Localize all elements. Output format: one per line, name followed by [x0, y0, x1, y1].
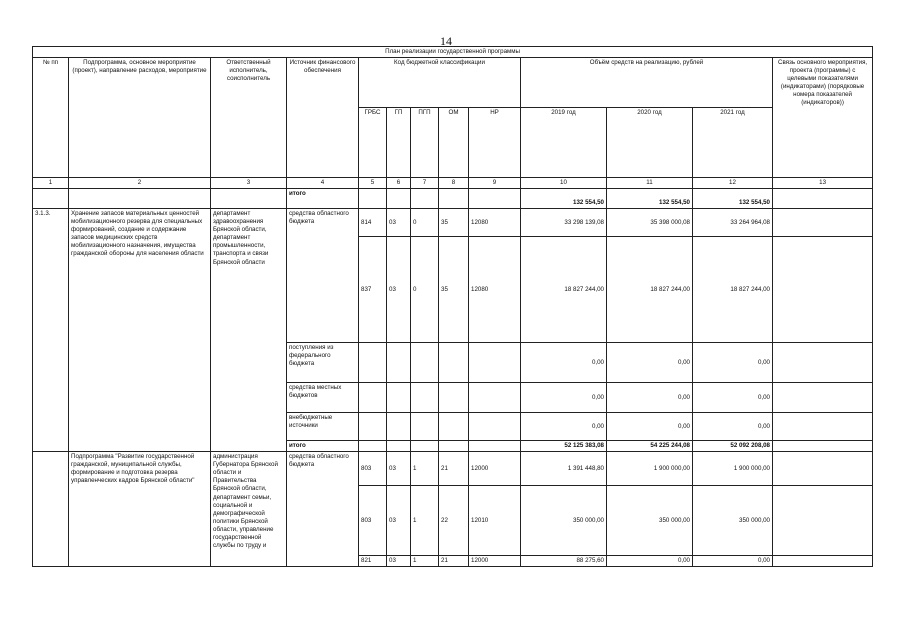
- table-title: План реализации государственной программы: [33, 47, 873, 58]
- col-number: 4: [287, 178, 359, 189]
- om-cell: 35: [439, 209, 469, 237]
- total-2019: 52 125 383,08: [521, 441, 607, 452]
- total-label: итого: [287, 189, 359, 209]
- header-subprogram: Подпрограмма, основное мероприятие (проект), направление расходов, мероприятие: [69, 58, 211, 178]
- gp-cell: 03: [387, 209, 411, 237]
- item-name: Хранение запасов материальных ценностей мобилизационного резерва для специальных формирований, создание и содержание запасов медицинских средств мобилизационного назначения, имущества гражданской обороны для населения области: [69, 209, 211, 452]
- header-source: Источник финансового обеспечения: [287, 58, 359, 178]
- grbs-cell: 837: [359, 237, 387, 343]
- value-2019: 0,00: [521, 343, 607, 383]
- om-cell: 35: [439, 237, 469, 343]
- value-2020: 0,00: [607, 556, 693, 567]
- source-regional: средства областного бюджета: [287, 452, 359, 567]
- col-number: 13: [773, 178, 873, 189]
- value-2019: 0,00: [521, 383, 607, 413]
- header-2020: 2020 год: [607, 108, 693, 178]
- grbs-cell: 821: [359, 556, 387, 567]
- header-2021: 2021 год: [693, 108, 773, 178]
- value-2020: 0,00: [607, 343, 693, 383]
- nr-cell: 12010: [469, 486, 521, 556]
- col-number: 11: [607, 178, 693, 189]
- header-2019: 2019 год: [521, 108, 607, 178]
- col-number: 2: [69, 178, 211, 189]
- value-2020: 350 000,00: [607, 486, 693, 556]
- col-number: 9: [469, 178, 521, 189]
- source-local: средства местных бюджетов: [287, 383, 359, 413]
- header-nr: НР: [469, 108, 521, 178]
- total-2019: 132 554,50: [521, 189, 607, 209]
- col-number: 5: [359, 178, 387, 189]
- col-number: 7: [411, 178, 439, 189]
- header-executor: Ответственный исполнитель, соисполнитель: [211, 58, 287, 178]
- gp-cell: 03: [387, 486, 411, 556]
- pgp-cell: 1: [411, 486, 439, 556]
- value-2020: 0,00: [607, 413, 693, 441]
- value-2021: 0,00: [693, 343, 773, 383]
- value-2020: 35 398 000,08: [607, 209, 693, 237]
- header-num: № пп: [33, 58, 69, 178]
- item-executor: департамент здравоохранения Брянской области, департамент промышленности, транспорта и связи Брянской области: [211, 209, 287, 452]
- value-2021: 0,00: [693, 383, 773, 413]
- total-2020: 132 554,50: [607, 189, 693, 209]
- pgp-cell: 1: [411, 556, 439, 567]
- source-extra: внебюджетные источники: [287, 413, 359, 441]
- nr-cell: 12000: [469, 556, 521, 567]
- value-2019: 33 298 139,08: [521, 209, 607, 237]
- om-cell: 22: [439, 486, 469, 556]
- value-2021: 0,00: [693, 556, 773, 567]
- header-gp: ГП: [387, 108, 411, 178]
- header-link: Связь основного мероприятия, проекта (программы) с целевыми показателями (индикаторами) (порядковые номера показателей (индикаторов)): [773, 58, 873, 178]
- om-cell: 21: [439, 556, 469, 567]
- total-2021: 132 554,50: [693, 189, 773, 209]
- grbs-cell: 803: [359, 452, 387, 486]
- subprogram-executor: администрация Губернатора Брянской области и Правительства Брянской области, департамент семьи, социальной и демографической политики Брянской области, управление государственной службы по труду и: [211, 452, 287, 567]
- col-number: 8: [439, 178, 469, 189]
- grbs-cell: 803: [359, 486, 387, 556]
- col-number: 3: [211, 178, 287, 189]
- value-2021: 1 900 000,00: [693, 452, 773, 486]
- value-2021: 33 264 964,08: [693, 209, 773, 237]
- value-2019: 18 827 244,00: [521, 237, 607, 343]
- gp-cell: 03: [387, 452, 411, 486]
- grbs-cell: 814: [359, 209, 387, 237]
- value-2021: 350 000,00: [693, 486, 773, 556]
- page-number: 14: [440, 34, 452, 48]
- pgp-cell: 1: [411, 452, 439, 486]
- col-number: 1: [33, 178, 69, 189]
- gp-cell: 03: [387, 556, 411, 567]
- value-2020: 18 827 244,00: [607, 237, 693, 343]
- source-federal: поступления из федерального бюджета: [287, 343, 359, 383]
- value-2020: 1 900 000,00: [607, 452, 693, 486]
- header-kbk: Код бюджетной классификации: [359, 58, 521, 108]
- total-2021: 52 092 208,08: [693, 441, 773, 452]
- value-2019: 350 000,00: [521, 486, 607, 556]
- header-volume: Объём средств на реализацию, рублей: [521, 58, 773, 108]
- source-regional: средства областного бюджета: [287, 209, 359, 343]
- nr-cell: 12000: [469, 452, 521, 486]
- pgp-cell: 0: [411, 209, 439, 237]
- nr-cell: 12080: [469, 237, 521, 343]
- col-number: 12: [693, 178, 773, 189]
- value-2019: 1 391 448,80: [521, 452, 607, 486]
- value-2019: 88 275,60: [521, 556, 607, 567]
- value-2021: 0,00: [693, 413, 773, 441]
- pgp-cell: 0: [411, 237, 439, 343]
- nr-cell: 12080: [469, 209, 521, 237]
- value-2020: 0,00: [607, 383, 693, 413]
- header-pgp: ПГП: [411, 108, 439, 178]
- subprogram-name: Подпрограмма "Развитие государственной гражданской, муниципальной службы, формирование и подготовка резерва управленческих кадров Брянской области": [69, 452, 211, 567]
- total-label: итого: [287, 441, 359, 452]
- item-number: 3.1.3.: [33, 209, 69, 452]
- gp-cell: 03: [387, 237, 411, 343]
- value-2021: 18 827 244,00: [693, 237, 773, 343]
- header-om: ОМ: [439, 108, 469, 178]
- col-number: 10: [521, 178, 607, 189]
- value-2019: 0,00: [521, 413, 607, 441]
- program-plan-table: [32, 46, 873, 567]
- header-grbs: ГРБС: [359, 108, 387, 178]
- om-cell: 21: [439, 452, 469, 486]
- total-2020: 54 225 244,08: [607, 441, 693, 452]
- col-number: 6: [387, 178, 411, 189]
